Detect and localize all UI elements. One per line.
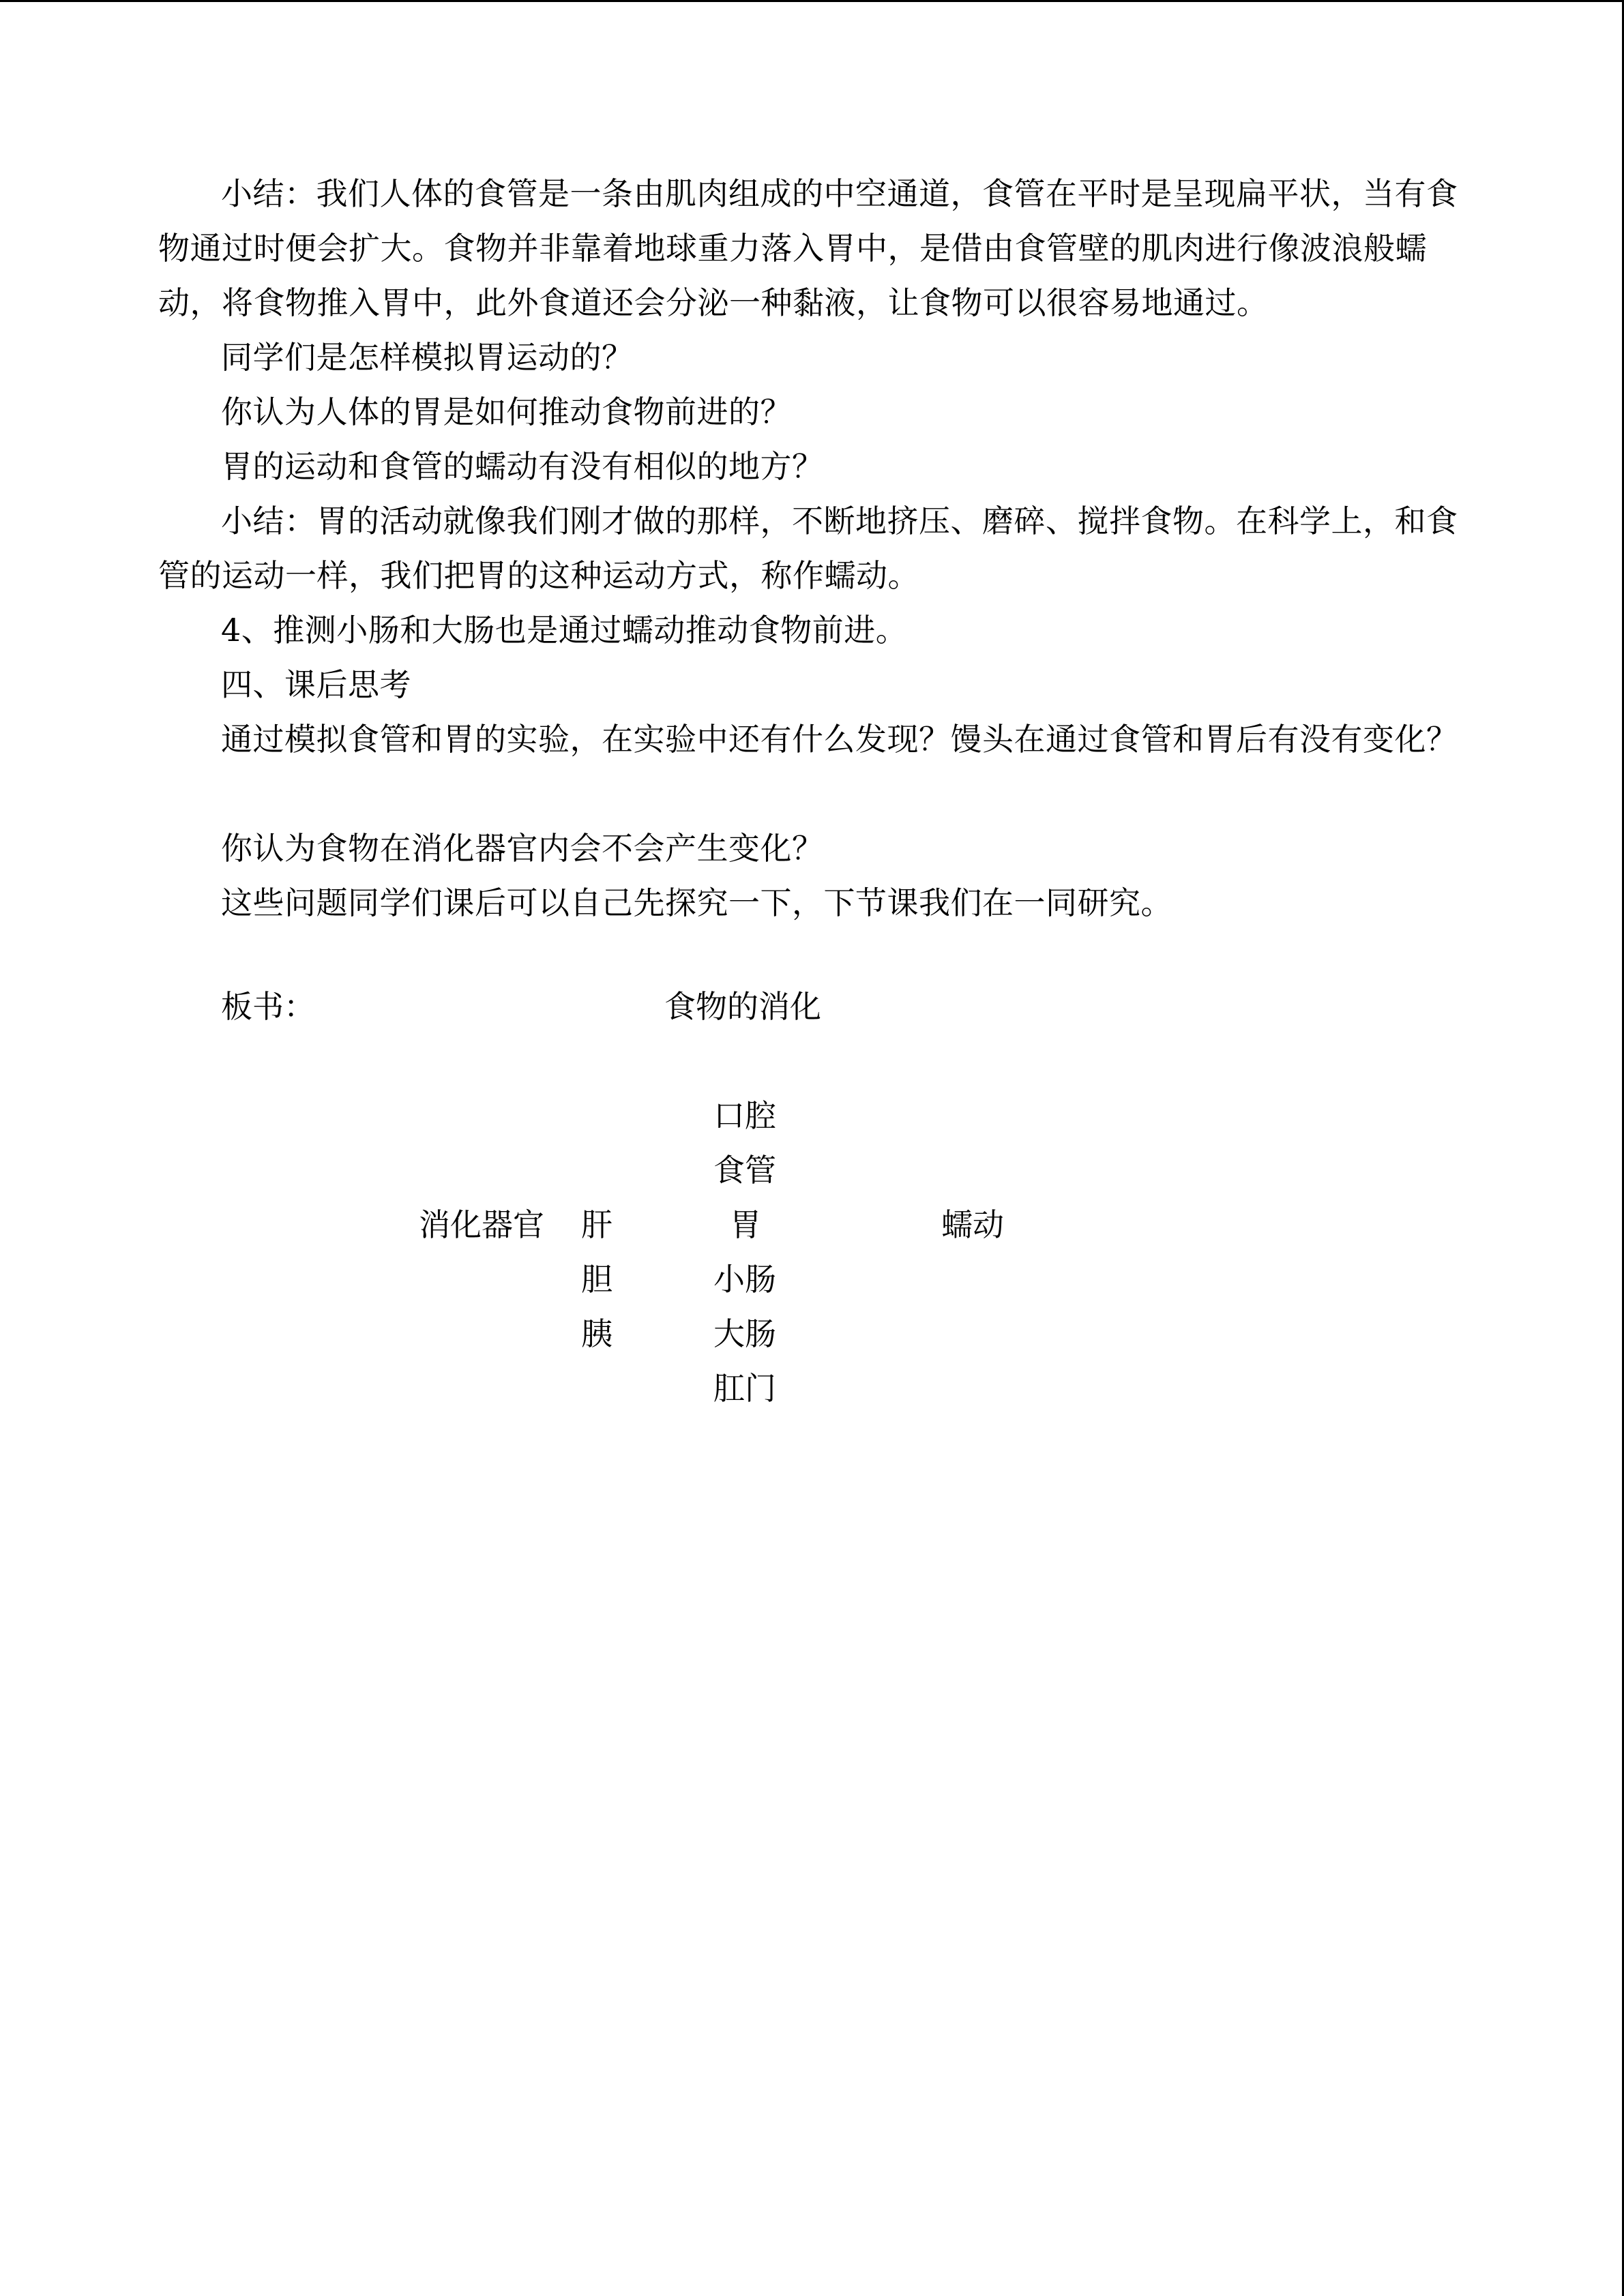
tract-item: 胃	[730, 1206, 761, 1243]
tract-item: 大肠	[713, 1315, 776, 1352]
motion-label: 蠕动	[941, 1206, 1004, 1243]
side-organ-item: 胰	[581, 1315, 612, 1352]
section-heading-after-class: 四、课后思考	[221, 666, 411, 703]
inference-intestines: 4、推测小肠和大肠也是通过蠕动推动食物前进。	[221, 612, 908, 648]
summary-stomach-paragraph: 小结：胃的活动就像我们刚才做的那样，不断地挤压、磨碎、搅拌食物。在科学上，和食管的运动一样，我们把胃的这种运动方式，称作蠕动。	[158, 503, 1458, 594]
question-stomach-push: 你认为人体的胃是如何推动食物前进的？	[221, 393, 792, 430]
side-organ-item: 肝	[581, 1206, 612, 1243]
question-stomach-simulation: 同学们是怎样模拟胃运动的？	[221, 339, 634, 376]
page-top-border	[0, 0, 1624, 2]
question-food-change: 你认为食物在消化器官内会不会产生变化？	[221, 830, 824, 867]
board-label: 板书：	[221, 988, 315, 1025]
organs-label: 消化器官	[419, 1206, 544, 1243]
question-similarity: 胃的运动和食管的蠕动有没有相似的地方？	[221, 448, 824, 485]
tract-item: 肛门	[713, 1370, 776, 1407]
tract-item: 食管	[713, 1152, 776, 1189]
tract-item: 小肠	[713, 1261, 776, 1298]
closing-remark: 这些问题同学们课后可以自己先探究一下，下节课我们在一同研究。	[221, 884, 1172, 921]
side-organ-item: 胆	[581, 1261, 612, 1298]
board-title: 食物的消化	[664, 988, 821, 1025]
tract-item: 口腔	[713, 1097, 776, 1134]
question-experiment-findings: 通过模拟食管和胃的实验，在实验中还有什么发现？馒头在通过食管和胃后有没有变化？	[221, 721, 1458, 758]
summary-esophagus-paragraph: 小结：我们人体的食管是一条由肌肉组成的中空通道，食管在平时是呈现扁平状，当有食物通过时便会扩大。食物并非靠着地球重力落入胃中，是借由食管壁的肌肉进行像波浪般蠕动，将食物推入胃中，此外食道还会分泌一种黏液，让食物可以很容易地通过。	[158, 175, 1458, 321]
